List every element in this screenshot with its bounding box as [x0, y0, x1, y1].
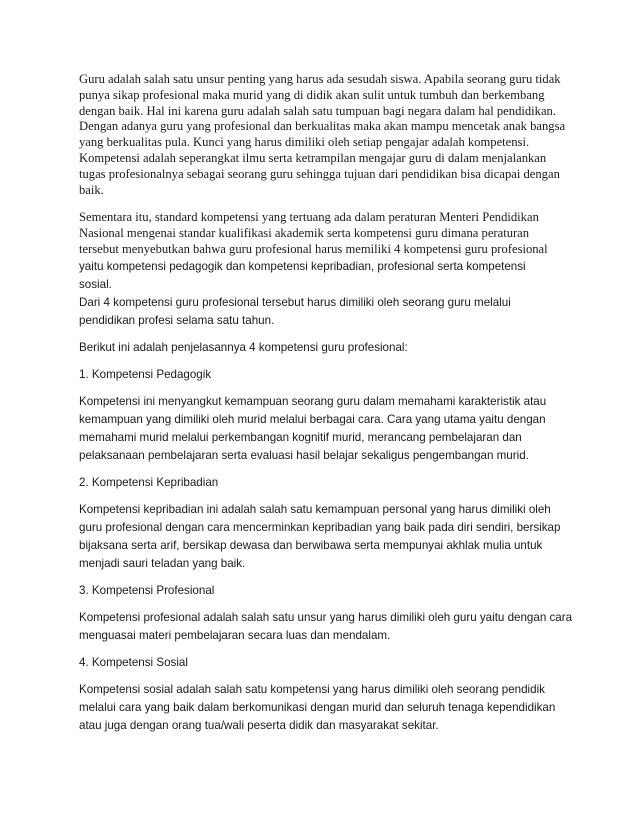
- section-heading: 4. Kompetensi Sosial: [79, 655, 188, 669]
- text-line: menguasai materi pembelajaran secara luas dan mendalam.: [79, 628, 391, 642]
- text-line: kemampuan yang dimiliki oleh murid melalui berbagai cara. Cara yang utama yaitu dengan: [79, 412, 546, 426]
- text-line: Sementara itu, standard kompetensi yang tertuang ada dalam peraturan Menteri Pendidikan: [79, 210, 539, 225]
- text-line: dengan baik. Hal ini karena guru adalah salah satu tumpuan bagi negara dalam hal pendidikan.: [79, 103, 556, 118]
- text-line: Nasional mengenai standar kualifikasi akademik serta kompetensi guru dimana peraturan: [79, 226, 530, 241]
- section-heading-sosial: [79, 654, 567, 672]
- text-line: tugas profesionalnya sebagai seorang guru sehingga tujuan dari pendidikan bisa dicapai dengan: [79, 166, 560, 181]
- text-line: punya sikap profesional maka murid yang di didik akan sulit untuk tumbuh dan berkembang: [79, 87, 545, 102]
- document-body: [79, 72, 573, 735]
- section-heading: 1. Kompetensi Pedagogik: [79, 367, 212, 381]
- text-line: memahami murid melalui perkembangan kognitif murid, merancang pembelajaran dan: [79, 430, 522, 444]
- spacer: [79, 384, 567, 393]
- section-heading: 2. Kompetensi Kepribadian: [79, 475, 219, 489]
- text-line: Kompetensi adalah seperangkat ilmu serta ketrampilan mengajar guru di dalam menjalankan: [79, 150, 547, 165]
- text-line: Dari 4 kompetensi guru profesional tersebut harus dimiliki oleh seorang guru melalui: [79, 295, 511, 309]
- text-line: Kompetensi sosial adalah salah satu kompetensi yang harus dimiliki oleh seorang pendidik: [79, 682, 545, 696]
- text-line: bijaksana serta arif, bersikap dewasa dan berwibawa serta mempunyai akhlak mulia untuk: [79, 538, 543, 552]
- text-line: melalui cara yang baik dalam berkomunikasi dengan murid dan seluruh tenaga kependidikan: [79, 700, 556, 714]
- spacer: [79, 357, 567, 366]
- text-line: menjadi sauri teladan yang baik.: [79, 556, 246, 570]
- text-line: Guru adalah salah satu unsur penting yang harus ada sesudah siswa. Apabila seorang guru tidak: [79, 72, 561, 86]
- text-line: baik.: [79, 182, 104, 197]
- text-line: yaitu kompetensi pedagogik dan kompetensi kepribadian, profesional serta kompetensi: [79, 259, 526, 273]
- text-line: Kompetensi profesional adalah salah satu unsur yang harus dimiliki oleh guru yaitu dengan cara: [79, 610, 573, 624]
- spacer: [79, 492, 567, 501]
- text-line: atau juga dengan orang tua/wali peserta didik dan masyarakat sekitar.: [79, 718, 439, 732]
- section-body-sosial: [79, 681, 567, 735]
- section-body-pedagogik: [79, 393, 567, 465]
- section-body-kepribadian: [79, 501, 567, 573]
- lead-paragraph: [79, 339, 567, 357]
- text-line: Dengan adanya guru yang profesional dan berkualitas maka akan mampu mencetak anak bangsa: [79, 119, 566, 134]
- section-heading-kepribadian: [79, 474, 567, 492]
- spacer: [79, 198, 567, 210]
- text-line: pelaksanaan pembelajaran serta evaluasi hasil belajar sekaligus pengembangan murid.: [79, 448, 529, 462]
- intro-paragraph-1: [79, 72, 567, 198]
- section-heading: 3. Kompetensi Profesional: [79, 583, 215, 597]
- text-line: tersebut menyebutkan bahwa guru profesional harus memiliki 4 kompetensi guru profesional: [79, 241, 548, 256]
- text-line: Kompetensi ini menyangkut kemampuan seorang guru dalam memahami karakteristik atau: [79, 394, 547, 408]
- spacer: [79, 672, 567, 681]
- section-heading-profesional: [79, 582, 567, 600]
- section-body-profesional: [79, 609, 573, 645]
- text-line: pendidikan profesi selama satu tahun.: [79, 313, 275, 327]
- spacer: [79, 573, 567, 582]
- spacer: [79, 330, 567, 339]
- spacer: [79, 465, 567, 474]
- section-heading-pedagogik: [79, 366, 567, 384]
- spacer: [79, 645, 567, 654]
- intro-paragraph-2: [79, 210, 567, 257]
- text-line: yang berkualitas pula. Kunci yang harus dimiliki oleh setiap pengajar adalah kompetensi.: [79, 135, 530, 150]
- spacer: [79, 600, 567, 609]
- text-line: sosial.: [79, 277, 112, 291]
- text-line: Kompetensi kepribadian ini adalah salah satu kemampuan personal yang harus dimiliki oleh: [79, 502, 551, 516]
- text-line: guru profesional dengan cara mencerminkan kepribadian yang baik pada diri sendiri, bersikap: [79, 520, 561, 534]
- text-line: Berikut ini adalah penjelasannya 4 kompetensi guru profesional:: [79, 340, 408, 354]
- intro-paragraph-2-continued: [79, 258, 567, 330]
